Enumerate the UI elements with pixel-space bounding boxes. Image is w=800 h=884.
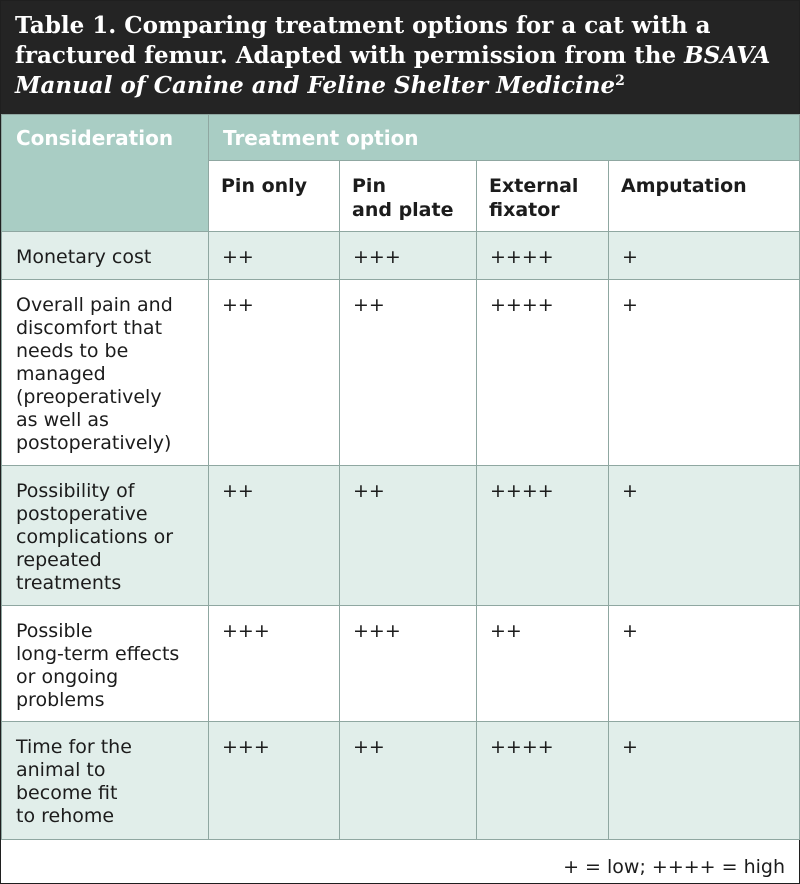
rating-value: +++ [353, 246, 401, 268]
rating-value: ++ [353, 480, 385, 502]
table-row [2, 232, 800, 280]
rating-value: + [622, 736, 638, 758]
caption-text: Table 1. Comparing treatment options for a cat with a fractured femur. Adapted with permission from the [15, 12, 711, 69]
row-consideration-text: Monetary cost [16, 246, 152, 268]
rating-cell [477, 280, 609, 466]
rating-cell [609, 466, 800, 606]
rating-value: +++ [353, 620, 401, 642]
rating-value: ++ [222, 294, 254, 316]
legend-footnote [1, 839, 799, 883]
rating-cell [609, 722, 800, 840]
rating-cell [477, 232, 609, 280]
option-header-label: Amputation [621, 175, 747, 197]
row-consideration-text: Possibility of postoperative complications or repeated treatments [16, 480, 174, 594]
option-header [609, 161, 800, 232]
rating-cell [477, 466, 609, 606]
option-header-label: Pin only [221, 175, 308, 197]
header-treatment-option [209, 115, 800, 161]
option-header [477, 161, 609, 232]
rating-cell [477, 606, 609, 722]
rating-value: + [622, 246, 638, 268]
rating-cell [340, 466, 477, 606]
rating-cell [209, 722, 340, 840]
rating-value: ++ [490, 620, 522, 642]
option-header-label: Pin and plate [352, 175, 454, 221]
rating-value: + [622, 480, 638, 502]
table-row [2, 280, 800, 466]
rating-value: ++ [353, 736, 385, 758]
header-treatment-option-label: Treatment option [223, 126, 419, 150]
option-header [209, 161, 340, 232]
rating-value: ++ [222, 480, 254, 502]
rating-cell [609, 280, 800, 466]
rating-value: + [622, 620, 638, 642]
rating-cell [609, 232, 800, 280]
header-consideration [2, 115, 209, 232]
rating-value: ++ [222, 246, 254, 268]
rating-cell [340, 232, 477, 280]
rating-value: ++++ [490, 480, 554, 502]
legend-text: + = low; ++++ = high [563, 856, 785, 878]
row-consideration [2, 722, 209, 840]
row-consideration-text: Possible long-term effects or ongoing problems [16, 620, 180, 711]
option-header [340, 161, 477, 232]
rating-value: + [622, 294, 638, 316]
rating-cell [609, 606, 800, 722]
rating-cell [340, 606, 477, 722]
row-consideration-text: Overall pain and discomfort that needs to be managed (preoperatively as well as postoperatively) [16, 294, 173, 454]
rating-value: ++++ [490, 736, 554, 758]
table-row [2, 722, 800, 840]
rating-value: ++++ [490, 294, 554, 316]
table-row [2, 606, 800, 722]
option-header-label: External fixator [489, 175, 579, 221]
row-consideration [2, 280, 209, 466]
rating-value: ++++ [490, 246, 554, 268]
rating-value: +++ [222, 620, 270, 642]
rating-cell [340, 280, 477, 466]
rating-cell [340, 722, 477, 840]
row-consideration [2, 606, 209, 722]
table-caption [1, 1, 799, 114]
rating-cell [209, 606, 340, 722]
rating-value: ++ [353, 294, 385, 316]
caption-book-title: BSAVA Manual of Canine and Feline Shelter Medicine [15, 42, 771, 99]
rating-value: +++ [222, 736, 270, 758]
header-consideration-label: Consideration [16, 126, 174, 150]
row-consideration [2, 466, 209, 606]
rating-cell [209, 232, 340, 280]
rating-cell [209, 466, 340, 606]
row-consideration [2, 232, 209, 280]
rating-cell [209, 280, 340, 466]
rating-cell [477, 722, 609, 840]
row-consideration-text: Time for the animal to become fit to rehome [16, 736, 132, 827]
caption-reference: 2 [615, 73, 625, 89]
table-row [2, 466, 800, 606]
treatment-comparison-table [1, 114, 800, 840]
